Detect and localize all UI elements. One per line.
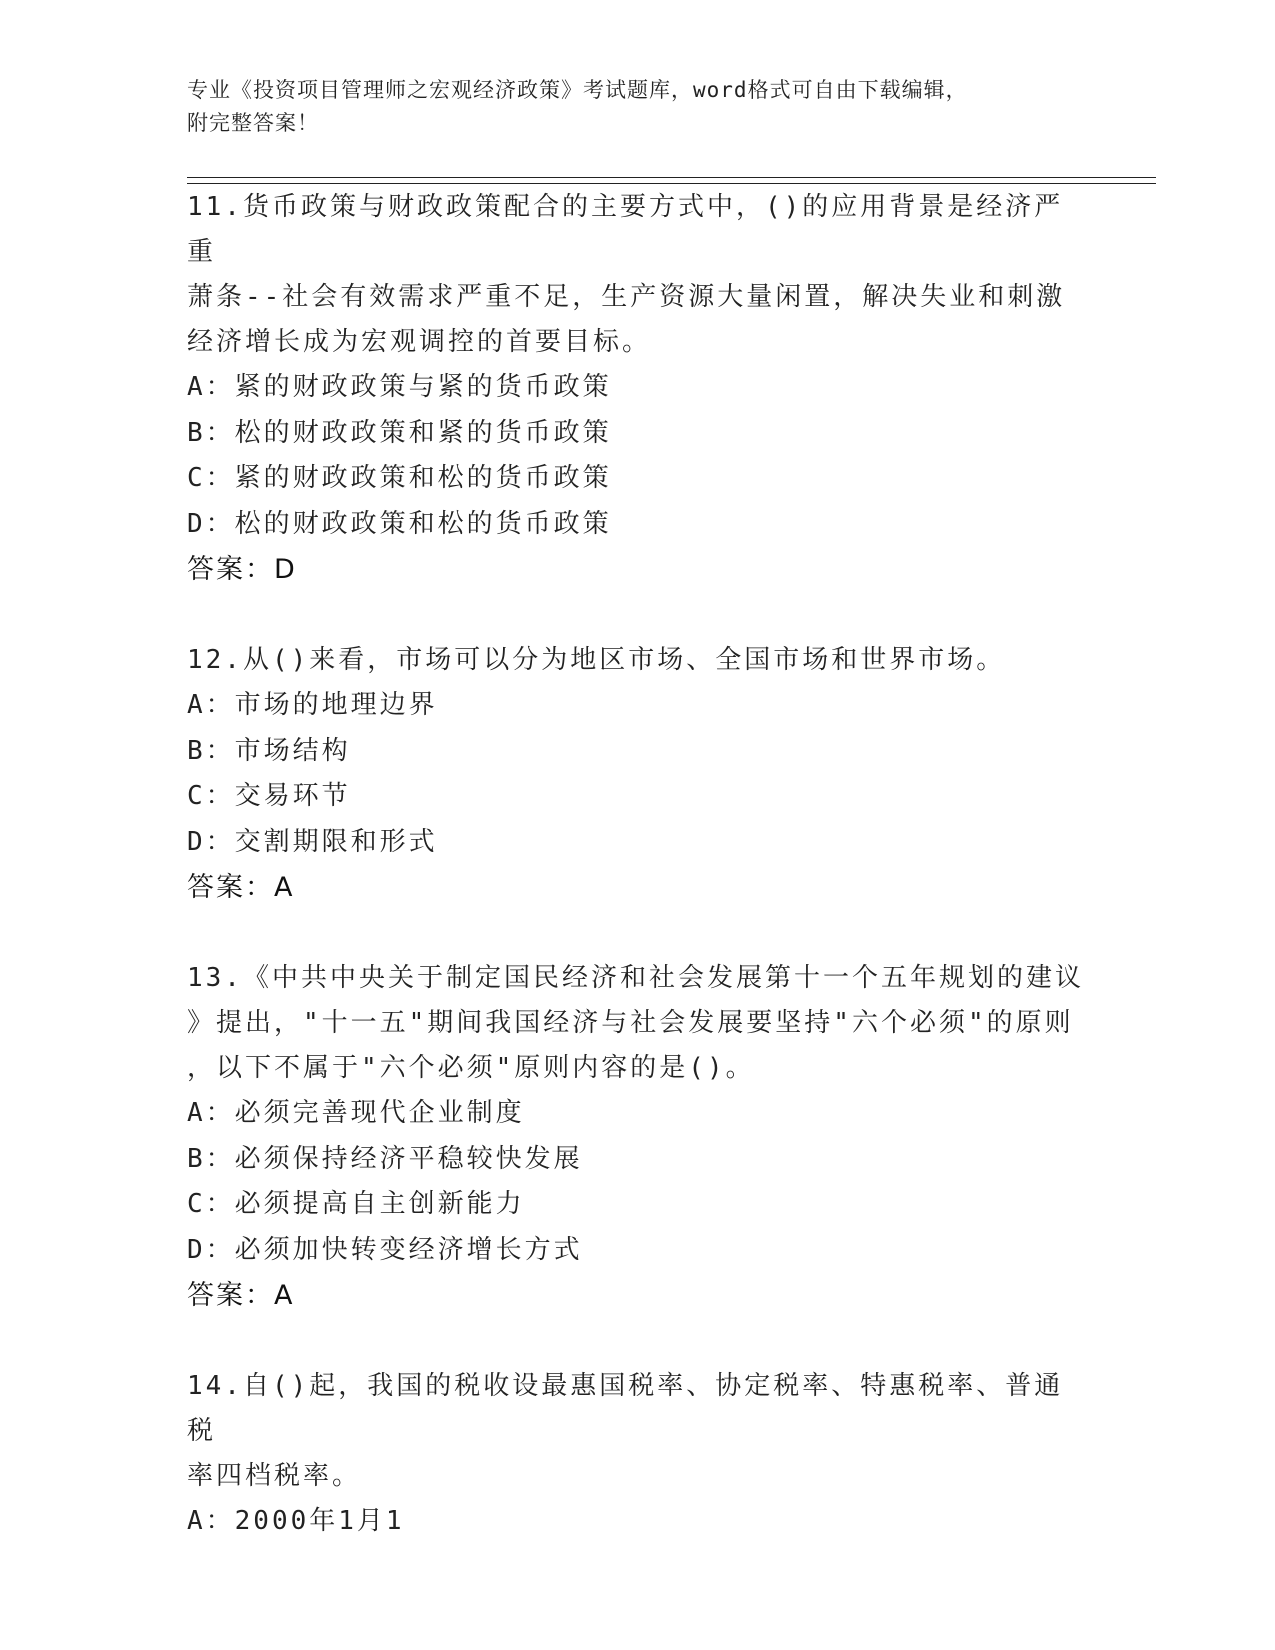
question-list — [187, 185, 1087, 1545]
option-a: A：必须完善现代企业制度 — [187, 1098, 525, 1128]
answer: 答案：A — [187, 872, 295, 903]
question-text — [187, 638, 1087, 683]
option-a: A：2000年1月1 — [187, 1506, 405, 1536]
header-divider-top — [187, 177, 1156, 178]
question-line: 率四档税率。 — [187, 1461, 362, 1491]
option-b: B：市场结构 — [187, 735, 351, 766]
answer: 答案：D — [187, 554, 297, 585]
question-13 — [187, 956, 1087, 1319]
question-line: 经济增长成为宏观调控的首要目标。 — [187, 327, 652, 357]
question-line: 13.《中共中央关于制定国民经济和社会发展第十一个五年规划的建议 — [187, 963, 1084, 993]
option-d: D：松的财政政策和松的货币政策 — [187, 508, 612, 539]
question-14 — [187, 1364, 1087, 1545]
question-12 — [187, 638, 1087, 911]
question-text — [187, 185, 1087, 365]
header-line-2: 附完整答案！ — [187, 111, 319, 135]
option-d: D：交割期限和形式 — [187, 826, 438, 857]
question-line: 萧条--社会有效需求严重不足，生产资源大量闲置，解决失业和刺激 — [187, 282, 1066, 312]
question-line: 14.自()起，我国的税收设最惠国税率、协定税率、特惠税率、普通税 — [187, 1371, 1064, 1446]
question-line: 》提出，"十一五"期间我国经济与社会发展要坚持"六个必须"的原则 — [187, 1008, 1074, 1038]
option-b: B：松的财政政策和紧的货币政策 — [187, 417, 612, 448]
option-b: B：必须保持经济平稳较快发展 — [187, 1143, 583, 1174]
question-line: ，以下不属于"六个必须"原则内容的是()。 — [187, 1053, 755, 1083]
document-header — [187, 74, 1087, 140]
answer: 答案：A — [187, 1280, 295, 1311]
option-c: C：紧的财政政策和松的货币政策 — [187, 463, 612, 493]
question-text — [187, 1364, 1087, 1499]
question-11 — [187, 185, 1087, 593]
option-a: A：市场的地理边界 — [187, 690, 438, 720]
option-d: D：必须加快转变经济增长方式 — [187, 1234, 583, 1265]
option-c: C：交易环节 — [187, 781, 351, 811]
question-line: 12.从()来看，市场可以分为地区市场、全国市场和世界市场。 — [187, 645, 1006, 675]
header-divider-bottom — [187, 183, 1156, 184]
question-text — [187, 956, 1087, 1091]
option-c: C：必须提高自主创新能力 — [187, 1189, 525, 1219]
header-line-1: 专业《投资项目管理师之宏观经济政策》考试题库，word格式可自由下载编辑， — [187, 78, 968, 102]
option-a: A：紧的财政政策与紧的货币政策 — [187, 372, 612, 402]
question-line: 11.货币政策与财政政策配合的主要方式中，()的应用背景是经济严重 — [187, 192, 1064, 267]
